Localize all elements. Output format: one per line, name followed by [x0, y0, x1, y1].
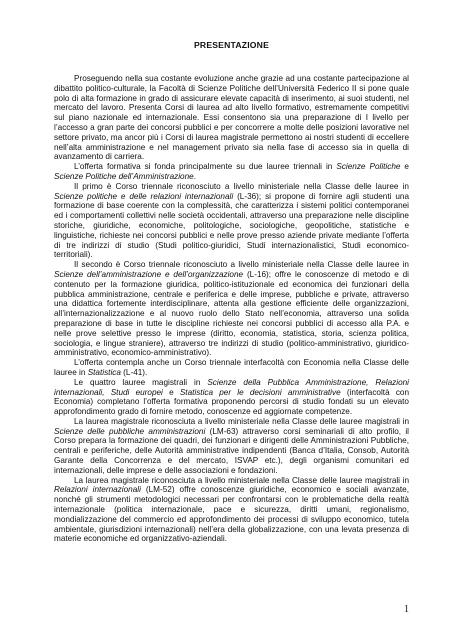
text-run: La laurea magistrale riconosciuta a livello ministeriale nella Classe delle lauree magistrali in	[74, 416, 409, 426]
text-run: L’offerta formativa si fonda principalmente su due lauree triennali in	[74, 162, 337, 172]
text-run: Proseguendo nella sua costante evoluzione anche grazie ad una costante partecipazione al dibattito politico-culturale, la Facoltà di Scienze Politiche dell’Università Federico II si pone quale polo di alta formazione in grado di assicurare elevate capacità di inserimento, ai suoi studenti, nel mercato del lavoro. Presenta Corsi di laurea ad alto livello formativo, estremamente competitivi sul piano nazionale ed internazionale. Essi consentono sia una preparazione di I livello per l’accesso a gran parte dei concorsi pubblici e per concorrere a molte delle posizioni lavorative nel settore privato, ma ancor più i Corsi di laurea magistrale permettono ai nostri studenti di eccellere nell’alta amministrazione e nel management privato sia nella fase di accesso sia in quella di avanzamento di carriera.	[54, 74, 409, 162]
text-run: e	[162, 387, 180, 397]
paragraph	[54, 162, 409, 182]
text-run: (L-36); si propone di fornire agli studenti una formazione di base coerente con la complessità, che caratterizza i sistemi politici contemporanei ed i comportamenti collettivi nelle società occidentali, attraverso una preparazione nelle discipline storiche, giuridiche, economiche, politologiche, sociologiche, geopolitiche, statistiche e linguistiche, richieste nei concorsi pubblici e nelle prove presso aziende private mediante l’offerta di tre indirizzi di studio (Studi politico-giuridici, Studi internazionalistici, Studi economico-territoriali).	[54, 191, 409, 260]
text-run: (LM-63) attraverso corsi seminariali di alto profilo, il Corso prepara la formazione dei quadri, dei funzionari e dirigenti delle Amministrazioni Pubbliche, centrali e periferiche, delle Autorità amministrative indipendenti (Banca d’Italia, Consob, Autorità Garante della Concorrenza e del mercato, ISVAP etc.), degli organismi comunitari ed internazionali, delle imprese e delle associazioni e fondazioni.	[54, 426, 409, 475]
page-title: PRESENTAZIONE	[193, 40, 270, 50]
text-run: (L-41).	[120, 367, 148, 377]
page-number: 1	[404, 604, 409, 615]
text-run: (interfacoltà con Economia) completano l’offerta formativa proponendo percorsi di studio fondati su un elevato approfondimento grado di fornire metodo, conoscenze ed aggiornate competenze.	[54, 387, 410, 417]
italic-text: Scienze dell’amministrazione e dell’organizzazione	[54, 269, 244, 279]
text-run: e	[400, 162, 409, 172]
italic-text: Scienze della Pubblica Amministrazione, Relazioni internazionali, Studi europei	[54, 377, 409, 397]
paragraph	[54, 182, 409, 260]
text-run: (LM-52) offre conoscenze giuridiche, economico e sociali avanzate, nonché gli strumenti metodologici necessari per confrontarsi con le problematiche della realtà internazionale (politica internazionale, pace e sicurezza, diritti umani, regionalismo, mondializzazione del commercio ed approfondimento dei processi di sviluppo economico, tutela ambientale, giurisdizioni internazionali) nell’era della globalizzazione, con una levata presenza di materie economiche ed organizzativo-aziendali.	[54, 485, 410, 544]
text-run: (L-16); offre le conoscenze di metodo e di contenuto per la formazione giuridica, politico-istituzionale ed economica dei funzionari della pubblica amministrazione, centrale e periferica e delle imprese, pubbliche e private, attraverso una didattica fortemente interdisciplinare, attenta alla gestione efficiente delle organizzazioni, all’internazionalizzazione e al nuovo ruolo dello Stato nell’economia, attraverso una solida preparazione di base in tutte le discipline richieste nei concorsi pubblici di accesso alla P.A. e nelle prove selettive presso le imprese (diritto, economia, statistica, storia, scienza politica, sociologia, e lingue straniere), attraverso tre indirizzi di studio (politico-amministrativo, giuridico-amministrativo, economico-amministrativo).	[54, 269, 409, 358]
italic-text: Scienze Politiche dell’Amministrazione	[54, 171, 194, 181]
italic-text: Scienze delle pubbliche amministrazioni	[54, 426, 206, 436]
text-run: .	[193, 171, 196, 181]
text-run: Il primo è Corso triennale riconosciuto a livello ministeriale nella Classe delle lauree in	[74, 181, 409, 191]
italic-text: Scienze politiche e delle relazioni internazionali	[54, 191, 234, 201]
body-text	[54, 74, 409, 544]
italic-text: Statistica	[87, 367, 121, 377]
paragraph	[54, 378, 409, 417]
italic-text: Relazioni internazionali	[54, 485, 141, 495]
text-run: Le quattro lauree magistrali in	[74, 377, 208, 387]
paragraph	[54, 260, 409, 358]
paragraph	[54, 417, 409, 476]
italic-text: Statistica per le decisioni amministrative	[179, 387, 341, 397]
text-run: Il secondo è Corso triennale riconosciuto a livello ministeriale nella Classe delle lauree in	[74, 260, 409, 270]
text-run: L’offerta contempla anche un Corso triennale interfacoltà con Economia nella Classe delle lauree in	[54, 358, 409, 377]
paragraph	[54, 74, 409, 162]
italic-text: Scienze Politiche	[336, 162, 401, 172]
paragraph	[54, 358, 409, 378]
paragraph	[54, 476, 409, 545]
text-run: La laurea magistrale riconosciuta a livello ministeriale nella Classe delle lauree magistrali in	[74, 475, 409, 485]
